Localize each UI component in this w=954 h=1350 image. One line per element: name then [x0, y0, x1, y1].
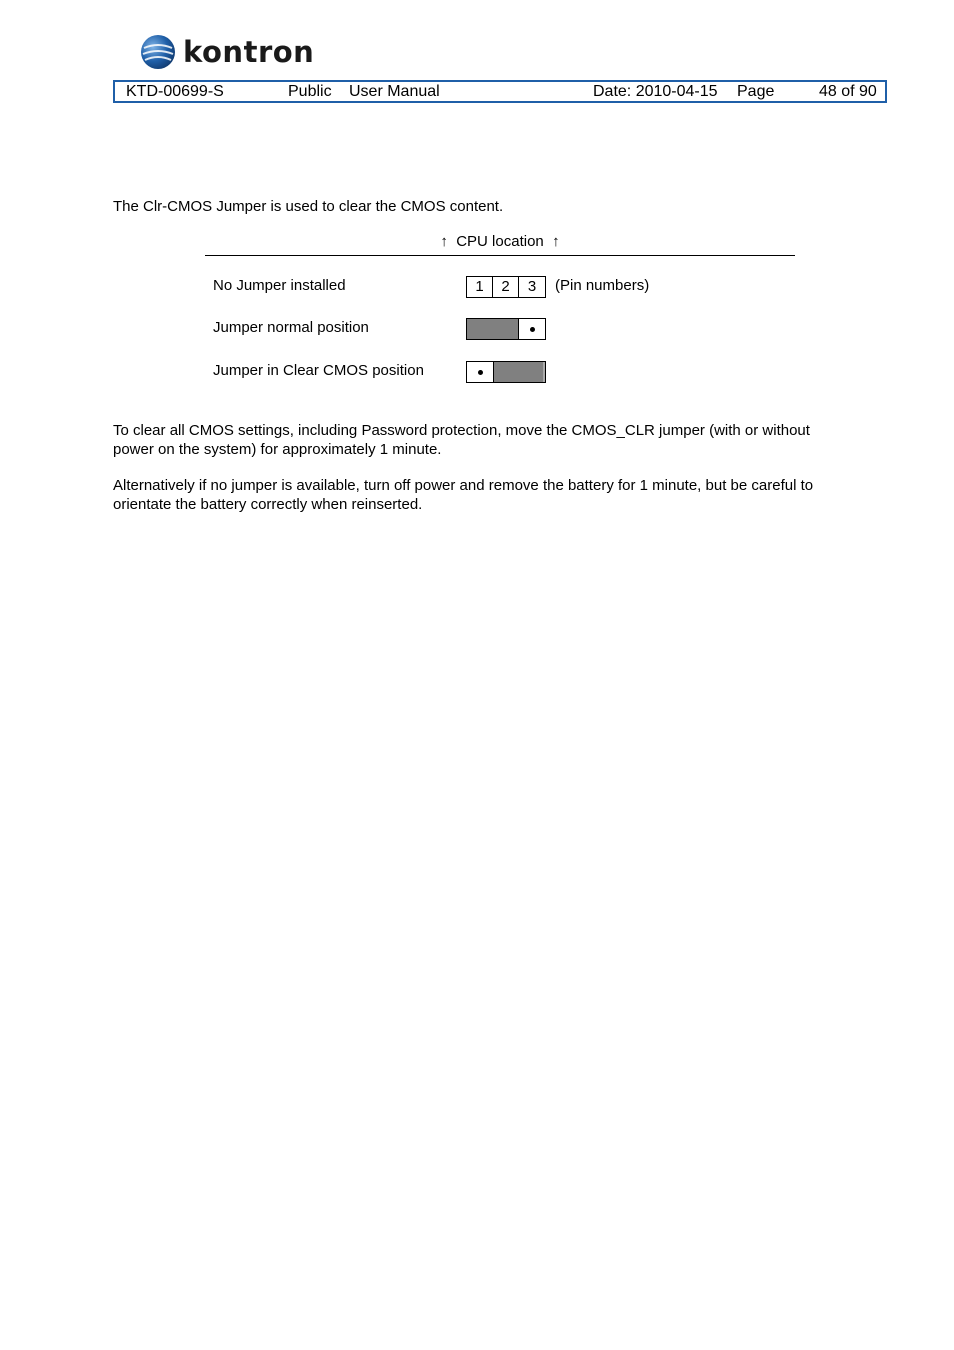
- cpu-location-line: [205, 255, 795, 256]
- paragraph-battery: [113, 477, 813, 514]
- jumper-no-jumper: [466, 276, 546, 298]
- doc-id: KTD-00699-S: [126, 83, 224, 100]
- open-pin: [467, 362, 493, 382]
- pin-numbers-note: (Pin numbers): [555, 277, 650, 294]
- page-label: Page: [737, 83, 775, 100]
- doc-date: Date: 2010-04-15: [593, 83, 718, 100]
- doc-classification: Public: [288, 83, 332, 100]
- up-arrow-icon: ↑: [552, 233, 560, 250]
- open-pin: [519, 319, 545, 339]
- jumper-clear-cmos-position: [466, 361, 546, 383]
- jumper-cap: [493, 362, 545, 382]
- row-label-normal: Jumper normal position: [213, 319, 369, 336]
- row-label-clear-cmos: Jumper in Clear CMOS position: [213, 362, 424, 379]
- kontron-globe-icon: [140, 34, 176, 70]
- jumper-cap: [467, 319, 519, 339]
- up-arrow-icon: ↑: [440, 233, 448, 250]
- pin-2: 2: [493, 277, 519, 297]
- paragraph-line: Alternatively if no jumper is available, turn off power and remove the battery for 1 minute, but be careful to: [113, 477, 814, 494]
- jumper-normal-position: [466, 318, 546, 340]
- doc-type: User Manual: [349, 83, 440, 100]
- paragraph-line: orientate the battery correctly when reinserted.: [113, 495, 423, 513]
- paragraph-clear-cmos: [113, 422, 810, 459]
- pin-1: 1: [467, 277, 493, 297]
- page-number: 48 of 90: [819, 83, 877, 100]
- document-header: [113, 80, 887, 103]
- cpu-location-text: CPU location: [456, 233, 544, 250]
- intro-text: The Clr-CMOS Jumper is used to clear the CMOS content.: [113, 198, 504, 215]
- pin-3: 3: [527, 278, 537, 295]
- row-label-no-jumper: No Jumper installed: [213, 277, 346, 294]
- paragraph-line: To clear all CMOS settings, including Password protection, move the CMOS_CLR jumper (with or without: [113, 422, 810, 439]
- paragraph-line: power on the system) for approximately 1 minute.: [113, 440, 442, 458]
- kontron-logo: [140, 32, 314, 72]
- brand-name: kontron: [183, 35, 315, 69]
- cpu-location-label: [205, 233, 795, 250]
